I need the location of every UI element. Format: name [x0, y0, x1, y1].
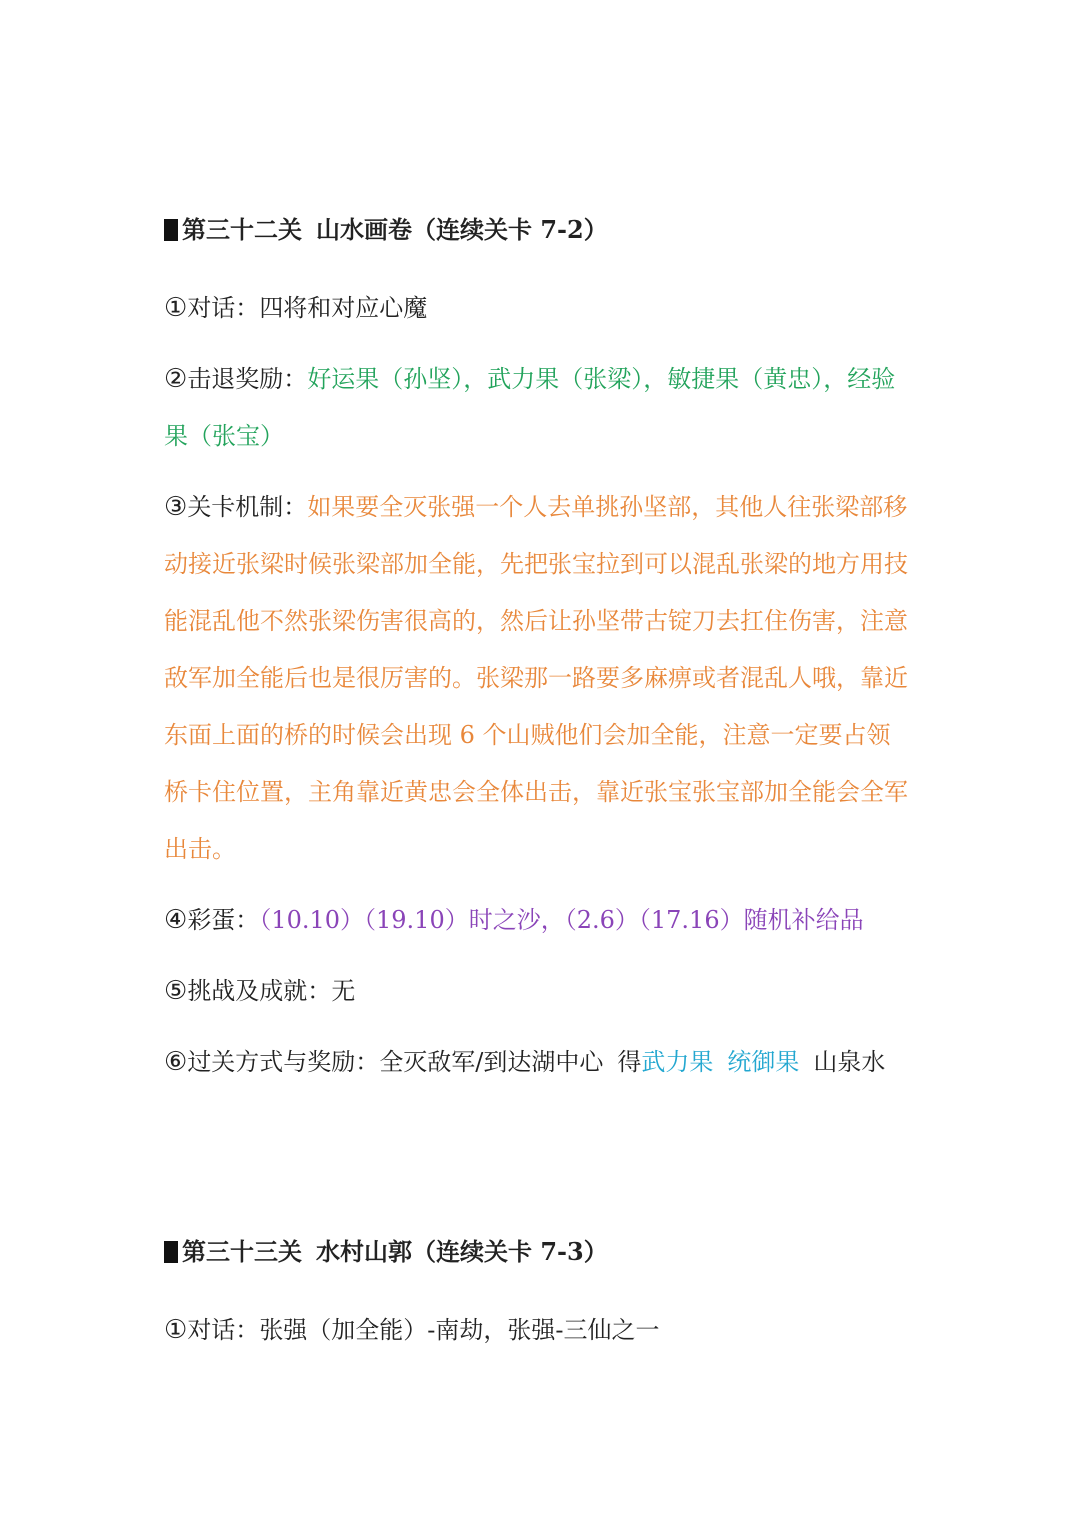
circled-number-2: ② — [164, 364, 188, 394]
square-bullet-icon — [164, 1241, 178, 1263]
circled-number-6: ⑥ — [164, 1047, 188, 1077]
reward-command-fruit: 统御果 — [727, 1048, 800, 1076]
item-text: 如果要全灭张强一个人去单挑孙坚部，其他人往张梁部移动接近张梁时候张梁部加全能，先把张宝拉到可以混乱张梁的地方用技能混乱他不然张梁伤害很高的，然后让孙坚带古锭刀去扛住伤害，注意敌军加全能后也是很厉害的。张梁那一路要多麻痹或者混乱人哦，靠近东面上面的桥的时候会出现 6 个山贼他们会加全能，注意一定要占领桥卡住位置，主角靠近黄忠会全体出击，靠近张宝张宝部加全能会全军出击。 — [164, 493, 908, 863]
circled-number-1: ① — [164, 1315, 188, 1345]
circled-number-1: ① — [164, 293, 188, 323]
item-label: 挑战及成就： — [187, 977, 332, 1005]
level-32-section — [164, 210, 914, 1091]
reward-strength-fruit: 武力果 — [641, 1048, 714, 1076]
level-33-dialogue — [164, 1302, 914, 1359]
level-32-mechanics — [164, 479, 914, 878]
item-text: 无 — [331, 977, 356, 1005]
item-label: 对话： — [187, 1316, 260, 1344]
level-33-heading — [164, 1232, 914, 1272]
item-label: 击退奖励： — [187, 365, 308, 393]
level-32-repel-rewards — [164, 351, 914, 465]
circled-number-3: ③ — [164, 492, 188, 522]
level-33-number: 第三十三关 — [182, 1237, 302, 1266]
item-label: 过关方式与奖励： — [187, 1048, 380, 1076]
item-label: 关卡机制： — [187, 493, 308, 521]
item-text-get: 得 — [617, 1048, 642, 1076]
level-32-easter-eggs — [164, 892, 914, 949]
item-label: 彩蛋： — [187, 906, 260, 934]
level-32-number: 第三十二关 — [182, 215, 302, 244]
level-32-challenges — [164, 963, 914, 1020]
square-bullet-icon — [164, 219, 178, 241]
item-text: （10.10）（19.10）时之沙，（2.6）（17.16）随机补给品 — [259, 906, 864, 934]
level-32-heading — [164, 210, 914, 250]
level-33-title: 水村山郭（连续关卡 7-3） — [316, 1237, 608, 1266]
item-text: 全灭敌军/到达湖中心 — [379, 1048, 604, 1076]
circled-number-4: ④ — [164, 905, 188, 935]
circled-number-5: ⑤ — [164, 976, 188, 1006]
level-32-dialogue — [164, 280, 914, 337]
level-32-clear-conditions — [164, 1034, 914, 1091]
reward-spring-water: 山泉水 — [813, 1048, 886, 1076]
item-text: 四将和对应心魔 — [259, 294, 428, 322]
level-33-section — [164, 1232, 914, 1359]
item-text: 好运果（孙坚），武力果（张梁），敏捷果（黄忠），经验果（张宝） — [164, 365, 896, 450]
item-text: 张强（加全能）-南劫，张强-三仙之一 — [259, 1316, 660, 1344]
level-32-title: 山水画卷（连续关卡 7-2） — [316, 215, 608, 244]
item-label: 对话： — [187, 294, 260, 322]
